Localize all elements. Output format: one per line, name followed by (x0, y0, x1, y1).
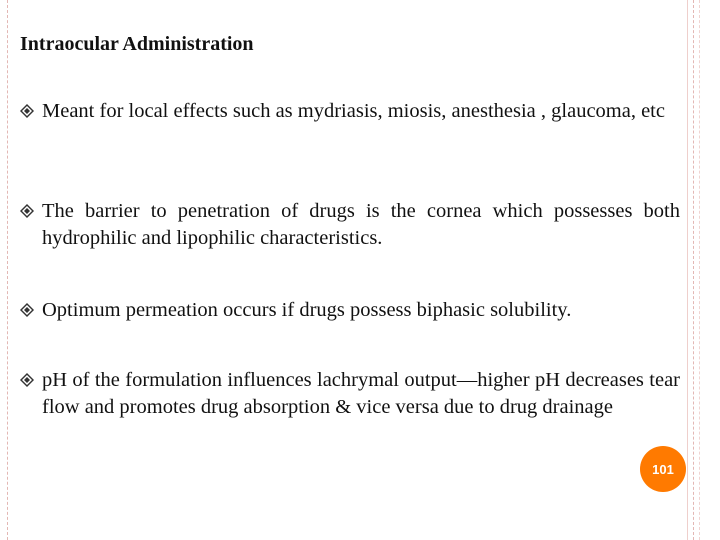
slide-title: Intraocular Administration (20, 33, 254, 55)
diamond-checker-bullet-icon (20, 373, 34, 387)
right-frame-line (693, 0, 694, 540)
bullet-item (20, 367, 680, 421)
bullet-text: The barrier to penetration of drugs is the cornea which possesses both hydrophilic and lipophilic characteristics. (42, 200, 680, 249)
bullet-text: Optimum permeation occurs if drugs possess biphasic solubility. (42, 299, 572, 321)
page-number-badge: 101 (640, 446, 686, 492)
diamond-checker-bullet-icon (20, 204, 34, 218)
bullet-item (20, 297, 680, 324)
left-frame-line (7, 0, 8, 540)
bullet-text: pH of the formulation influences lachrymal output—higher pH decreases tear flow and promotes drug absorption & vice versa due to drug drainage (42, 369, 680, 418)
bullet-item (20, 198, 680, 252)
bullet-item (20, 98, 680, 125)
diamond-checker-bullet-icon (20, 303, 34, 317)
diamond-checker-bullet-icon (20, 104, 34, 118)
right-frame-line (687, 0, 688, 540)
bullet-text: Meant for local effects such as mydriasis, miosis, anesthesia , glaucoma, etc (42, 100, 665, 122)
right-frame-line (699, 0, 700, 540)
